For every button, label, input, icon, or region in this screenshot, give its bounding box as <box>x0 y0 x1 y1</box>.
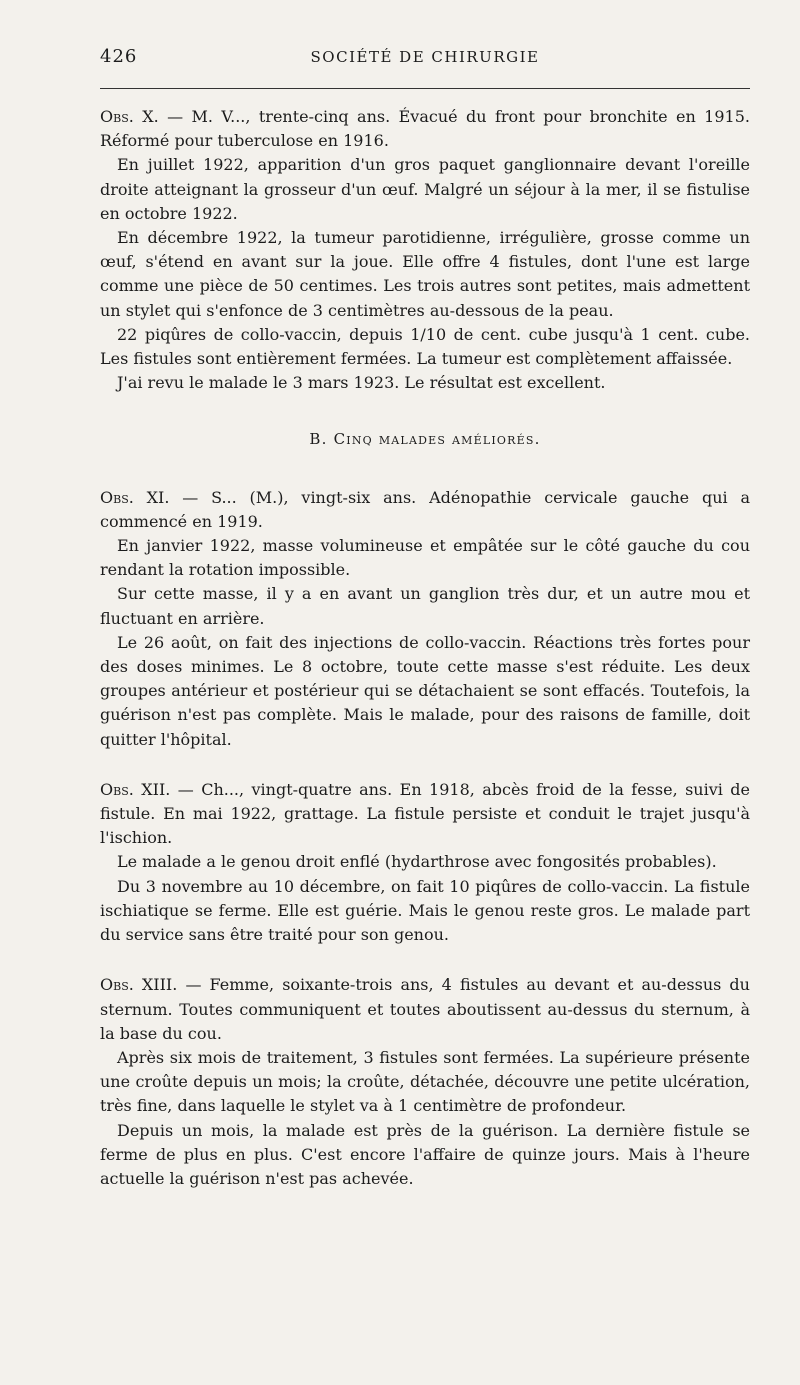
paragraph: Le malade a le genou droit enflé (hydarthrose avec fongosités probables). <box>117 852 717 872</box>
running-head: SOCIÉTÉ DE CHIRURGIE <box>310 48 540 66</box>
page-body <box>100 105 750 1191</box>
observation-label: Obs. X. <box>100 107 159 126</box>
section-heading <box>100 427 750 451</box>
observation-intro-text: — Ch..., vingt-quatre ans. En 1918, abcès froid de la fesse, suivi de fistule. En mai 1922, grattage. La fistule persiste et conduit le trajet jusqu'à l'ischion. <box>100 779 750 848</box>
observation-xii <box>100 778 750 947</box>
page-number: 426 <box>100 46 138 67</box>
page-header <box>100 46 750 74</box>
book-page <box>100 46 750 1217</box>
observation-intro-text: — Femme, soixante-trois ans, 4 fistules au devant et au-dessus du sternum. Toutes communiquent et toutes aboutissent au-dessus du sternum, à la base du cou. <box>100 975 750 1043</box>
observation-xi <box>100 486 750 752</box>
observation-intro-text: — S... (M.), vingt-six ans. Adénopathie cervicale gauche qui a commencé en 1919. <box>100 487 750 531</box>
observation-xiii-intro <box>100 973 750 1046</box>
paragraph: En janvier 1922, masse volumineuse et empâtée sur le côté gauche du cou rendant la rotation impossible. <box>100 536 750 580</box>
observation-xi-intro <box>100 486 750 534</box>
observation-xii-intro <box>100 778 750 851</box>
observation-xiii <box>100 973 750 1191</box>
paragraph: Le 26 août, on fait des injections de collo-vaccin. Réactions très fortes pour des doses minimes. Le 8 octobre, toute cette masse s'est réduite. Les deux groupes antérieur et postérieur qui se détachaient se sont effacés. Toutefois, la guérison n'est pas complète. Mais le malade, pour des raisons de famille, doit quitter l'hôpital. <box>100 632 750 749</box>
observation-label: Obs. XIII. <box>100 975 178 995</box>
paragraph: Après six mois de traitement, 3 fistules sont fermées. La supérieure présente une croûte depuis un mois; la croûte, détachée, découvre une petite ulcération, très fine, dans laquelle le stylet va à 1 centimètre de profondeur. <box>100 1047 750 1116</box>
section-title: Cinq malades améliorés. <box>333 430 541 449</box>
observation-x-intro <box>100 105 750 153</box>
paragraph: Du 3 novembre au 10 décembre, on fait 10 piqûres de collo-vaccin. La fistule ischiatique se ferme. Elle est guérie. Mais le genou reste gros. Le malade part du service sans être traité pour son genou. <box>100 876 750 945</box>
header-rule <box>100 88 750 89</box>
observation-label: Obs. XI. <box>100 487 170 507</box>
paragraph: Sur cette masse, il y a en avant un ganglion très dur, et un autre mou et fluctuant en arrière. <box>100 584 750 628</box>
paragraph: J'ai revu le malade le 3 mars 1923. Le résultat est excellent. <box>117 373 606 393</box>
observation-label: Obs. XII. <box>100 779 171 799</box>
paragraph: Depuis un mois, la malade est près de la guérison. La dernière fistule se ferme de plus en plus. C'est encore l'affaire de quinze jours. Mais à l'heure actuelle la guérison n'est pas achevée. <box>100 1120 750 1188</box>
observation-intro-text: — M. V..., trente-cinq ans. Évacué du front pour bronchite en 1915. Réformé pour tuberculose en 1916. <box>100 107 750 151</box>
paragraph: En décembre 1922, la tumeur parotidienne, irrégulière, grosse comme un œuf, s'étend en avant sur la joue. Elle offre 4 fistules, dont l'une est large comme une pièce de 50 centimes. Les trois autres sont petites, mais admettent un stylet qui s'enfonce de 3 centimètres au-dessous de la peau. <box>100 228 750 320</box>
paragraph: En juillet 1922, apparition d'un gros paquet ganglionnaire devant l'oreille droite atteignant la grosseur d'un œuf. Malgré un séjour à la mer, il se fistulise en octobre 1922. <box>100 155 750 223</box>
paragraph: 22 piqûres de collo-vaccin, depuis 1/10 de cent. cube jusqu'à 1 cent. cube. Les fistules sont entièrement fermées. La tumeur est complètement affaissée. <box>100 324 750 369</box>
observation-x <box>100 105 750 395</box>
section-letter: B. <box>309 430 328 449</box>
